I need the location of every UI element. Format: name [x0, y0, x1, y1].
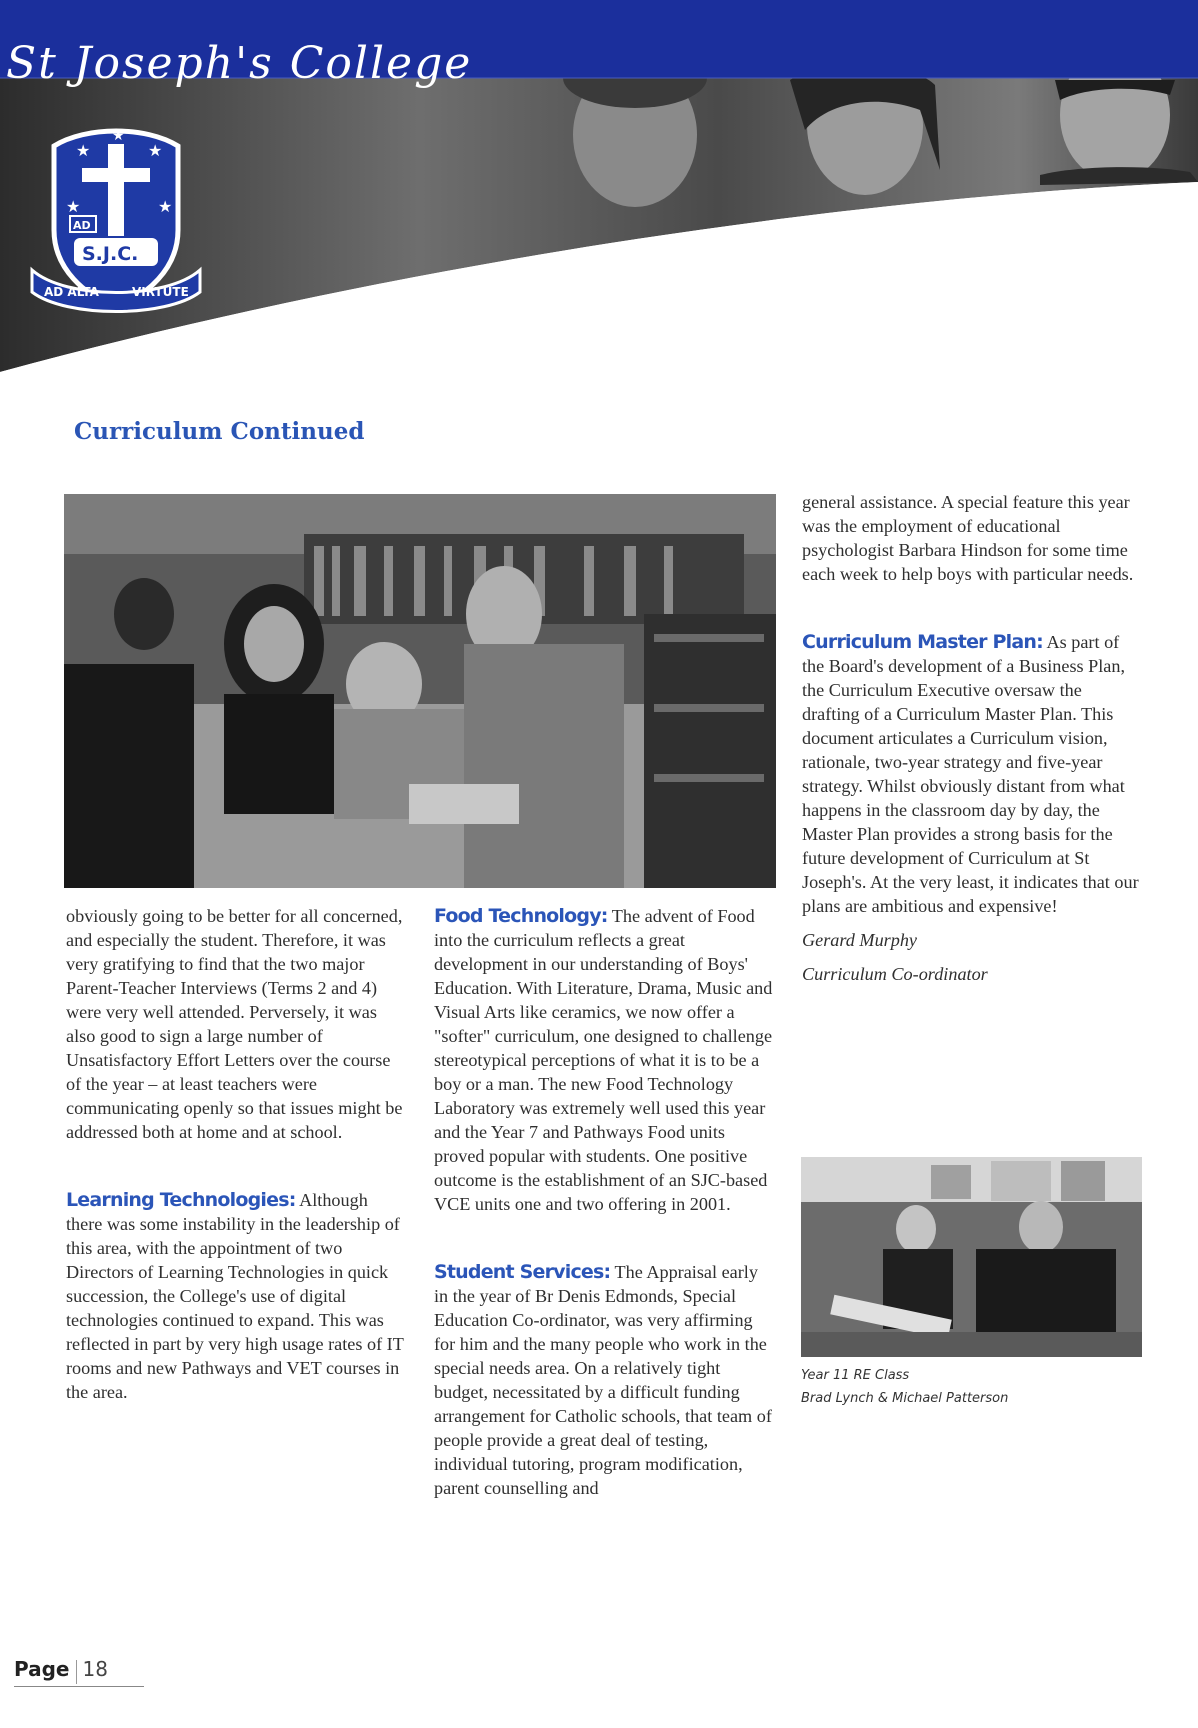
svg-text:AD: AD — [73, 219, 91, 232]
left-text-column — [66, 904, 406, 1404]
signature-name: Gerard Murphy — [802, 930, 918, 950]
student-services-body: The Appraisal early in the year of Br Denis Edmonds, Special Education Co-ordinator, was very affirming for him and the many people who work in the special needs area. On a relatively tight budget, necessitated by a difficult funding arrangement for Catholic schools, that team of people provide a great deal of testing, individual tutoring, program modification, parent counselling and — [434, 1262, 772, 1498]
learning-technologies-heading: Learning Technologies: — [66, 1189, 296, 1211]
right-continuation-paragraph: general assistance. A special feature this year was the employment of educational psychologist Barbara Hindson for some time each week to help boys with particular needs. — [802, 492, 1134, 584]
food-technology-paragraph — [434, 904, 774, 1216]
footer-rule — [14, 1686, 144, 1687]
student-services-heading: Student Services: — [434, 1261, 611, 1283]
signature-role: Curriculum Co-ordinator — [802, 964, 988, 984]
svg-text:★: ★ — [112, 128, 125, 144]
page-number: 18 — [82, 1657, 108, 1681]
photo-caption — [801, 1364, 1141, 1410]
master-plan-paragraph — [802, 630, 1140, 918]
food-technology-heading: Food Technology: — [434, 905, 608, 927]
page-separator — [76, 1660, 77, 1684]
food-technology-body: The advent of Food into the curriculum reflects a great development in our understanding of Boys' Education. With Literature, Drama, Music and Visual Arts like ceramics, we now offer a "softer" curriculum, one designed to challenge stereotypical perceptions of what it is to be a boy or a man. The new Food Technology Laboratory was extremely well used this year and the Year 7 and Pathways Food units proved popular with students. One positive outcome is the establishment of an SJC-based VCE units one and two offering in 2001. — [434, 906, 773, 1214]
re-class-photo — [801, 1157, 1142, 1357]
master-plan-body: As part of the Board's development of a Business Plan, the Curriculum Executive oversaw the drafting of a Curriculum Master Plan. This document articulates a Curriculum vision, rationale, two-year strategy and five-year strategy. Whilst obviously distant from what happens in the classroom day by day, the Master Plan provides a strong basis for the future development of Curriculum at St Joseph's. At the very least, it indicates that our plans are ambitious and expensive! — [802, 632, 1139, 916]
svg-text:VIRTUTE: VIRTUTE — [132, 285, 189, 299]
right-text-column — [802, 490, 1140, 986]
svg-text:S.J.C.: S.J.C. — [82, 243, 139, 265]
page-header — [0, 0, 1198, 380]
svg-text:★: ★ — [148, 141, 163, 160]
college-wordmark: St Joseph's College — [6, 38, 473, 89]
page-label: Page — [14, 1657, 70, 1681]
svg-text:AD ALTA: AD ALTA — [44, 285, 99, 299]
master-plan-heading: Curriculum Master Plan: — [802, 631, 1043, 653]
page-footer — [14, 1657, 108, 1687]
library-classroom-photo — [64, 494, 776, 888]
svg-text:★: ★ — [66, 197, 81, 216]
student-services-paragraph — [434, 1260, 774, 1500]
college-crest-logo — [26, 120, 206, 320]
middle-text-column — [434, 904, 774, 1500]
learning-technologies-paragraph — [66, 1188, 406, 1404]
section-heading: Curriculum Continued — [74, 418, 365, 445]
svg-text:★: ★ — [76, 141, 91, 160]
left-intro-paragraph: obviously going to be better for all concerned, and especially the student. Therefore, it was very gratifying to find that the two major Parent-Teacher Interviews (Terms 2 and 4) were very well attended. Perversely, it was also good to sign a large number of Unsatisfactory Effort Letters over the course of the year – at least teachers were communicating openly so that issues might be addressed both at home and at school. — [66, 906, 403, 1142]
svg-text:★: ★ — [158, 197, 173, 216]
caption-line-2: Brad Lynch & Michael Patterson — [801, 1391, 1009, 1406]
caption-line-1: Year 11 RE Class — [801, 1368, 910, 1383]
learning-technologies-body: Although there was some instability in the leadership of this area, with the appointment of two Directors of Learning Technologies in quick succession, the College's use of digital technologies continued to expand. This was reflected in part by very high usage rates of IT rooms and new Pathways and VET courses in the area. — [66, 1190, 404, 1402]
